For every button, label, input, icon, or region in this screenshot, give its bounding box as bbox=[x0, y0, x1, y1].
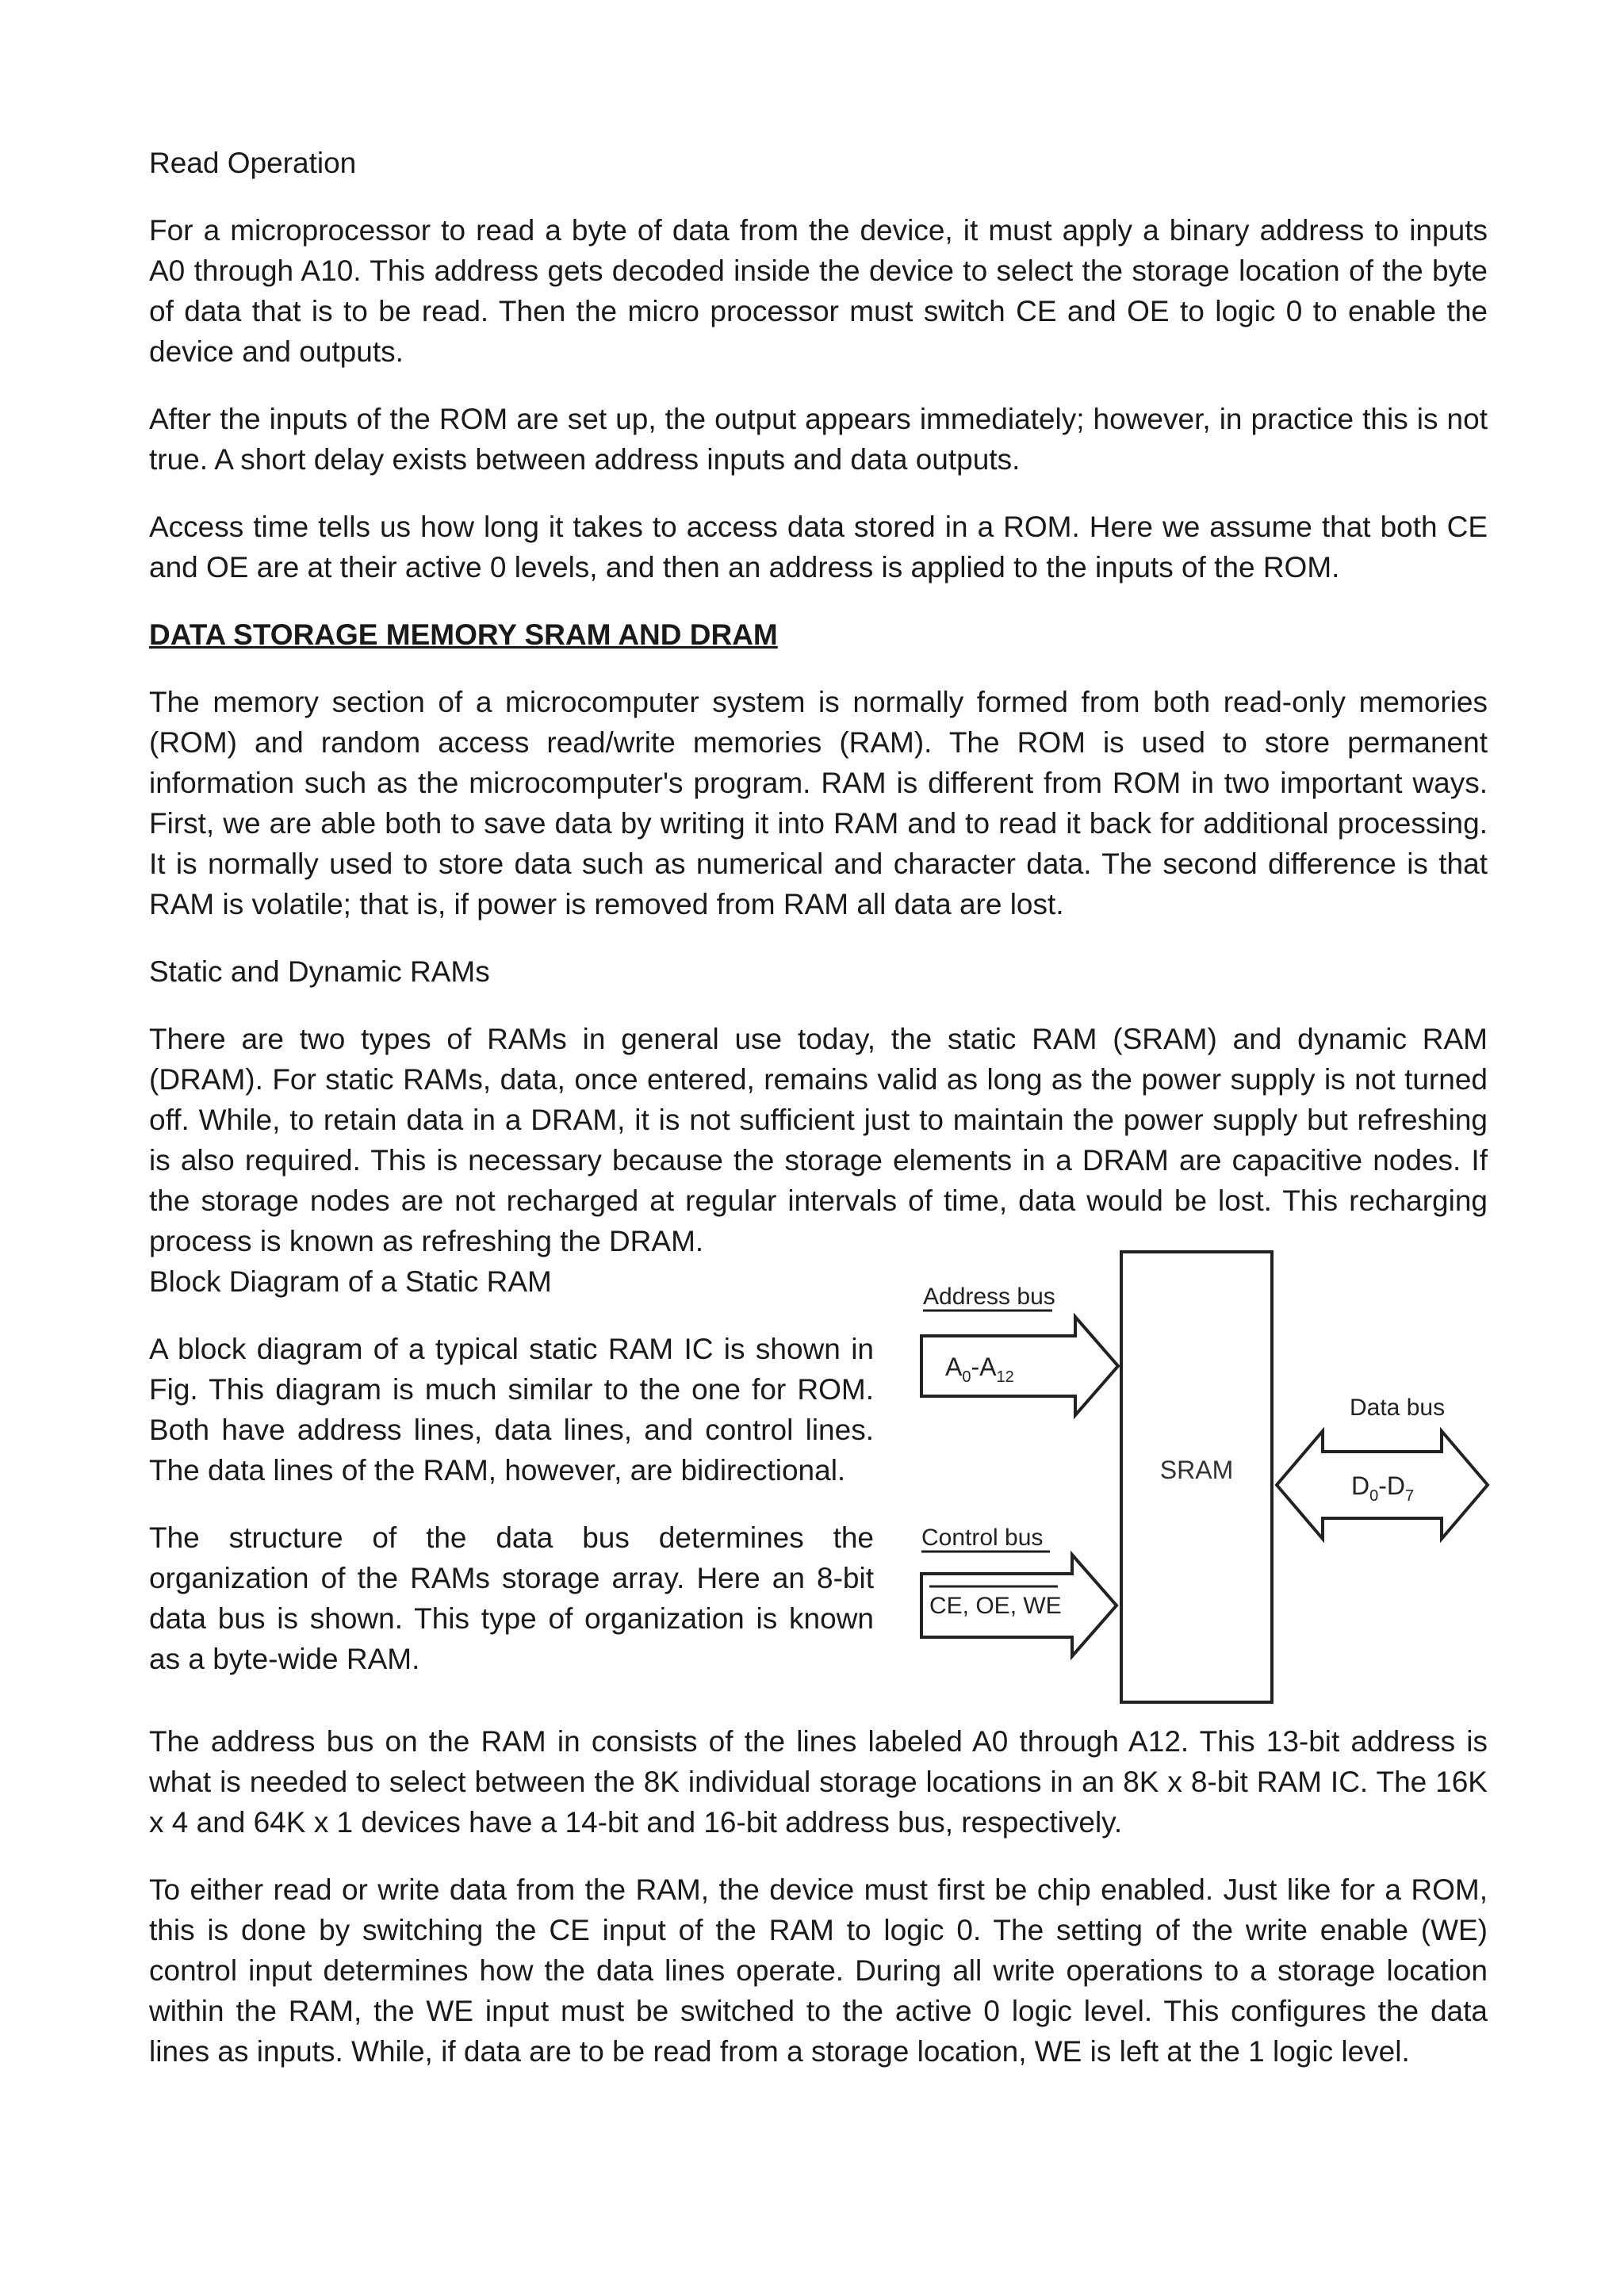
block-diagram-heading: Block Diagram of a Static RAM bbox=[149, 1265, 552, 1298]
control-bus-label: Control bus bbox=[921, 1525, 1044, 1551]
address-bus-label: Address bus bbox=[923, 1284, 1055, 1310]
address-range-label: $A_0-A_{12}$ bbox=[945, 1353, 1014, 1386]
static-dynamic-heading: Static and Dynamic RAMs bbox=[149, 955, 490, 988]
data-storage-paragraph-1: The memory section of a microcomputer system is normally formed from both read-only memories (ROM) and random access read/write memories (RAM). The ROM is used to store permanent information such as the microcomputer's program. RAM is different from ROM in two important ways. First, we are able both to save data by writing it into RAM and to read it back for additional processing. It is normally used to store data such as numerical and character data. The second difference is that RAM is volatile; that is, if power is removed from RAM all data are lost. bbox=[149, 686, 1488, 920]
data-storage-heading: DATA STORAGE MEMORY SRAM AND DRAM bbox=[149, 618, 778, 651]
data-bus-label: Data bus bbox=[1350, 1395, 1446, 1421]
diagram-section bbox=[149, 1261, 1488, 1721]
sram-chip-label: SRAM bbox=[1159, 1456, 1234, 1484]
block-diagram-paragraph-4: To either read or write data from the RAM, the device must first be chip enabled. Just like for a ROM, this is done by switching the CE input of the RAM to logic 0. The setting of the write enable (WE) control input determines how the data lines operate. During all write operations to a storage location within the RAM, the WE input must be switched to the active 0 logic level. This configures the data lines as inputs. While, if data are to be read from a storage location, WE is left at the 1 logic level. bbox=[149, 1873, 1488, 2068]
data-range-label: $D_0-D_7$ bbox=[1351, 1471, 1415, 1505]
block-diagram-paragraph-3: The address bus on the RAM in consists of the lines labeled A0 through A12. This 13-bit address is what is needed to select between the 8K individual storage locations in an 8K x 8-bit RAM IC. The 16K x 4 and 64K x 1 devices have a 14-bit and 16-bit address bus, respectively. bbox=[149, 1725, 1488, 1839]
read-operation-paragraph-3: Access time tells us how long it takes to access data stored in a ROM. Here we assume that both CE and OE are at their active 0 levels, and then an address is applied to the inputs of the ROM. bbox=[149, 511, 1488, 584]
block-diagram-paragraph-2: The structure of the data bus determines the organization of the RAMs storage array. Here an 8-bit data bus is shown. This type of organization is known as a byte-wide RAM. bbox=[149, 1521, 874, 1675]
static-dynamic-paragraph-1: There are two types of RAMs in general use today, the static RAM (SRAM) and dynamic RAM (DRAM). For static RAMs, data, once entered, remains valid as long as the power supply is not turned off. While, to retain data in a DRAM, it is not sufficient just to maintain the power supply but refreshing is also required. This is necessary because the storage elements in a DRAM are capacitive nodes. If the storage nodes are not recharged at regular intervals of time, data would be lost. This recharging process is known as refreshing the DRAM. bbox=[149, 1023, 1488, 1257]
read-operation-paragraph-1: For a microprocessor to read a byte of data from the device, it must apply a binary address to inputs A0 through A10. This address gets decoded inside the device to select the storage location of the byte of data that is to be read. Then the micro processor must switch CE and OE to logic 0 to enable the device and outputs. bbox=[149, 214, 1488, 368]
control-signals-label: CE, OE, WE bbox=[929, 1593, 1062, 1619]
read-operation-paragraph-2: After the inputs of the ROM are set up, the output appears immediately; however, in practice this is not true. A short delay exists between address inputs and data outputs. bbox=[149, 403, 1488, 476]
block-diagram-paragraph-1: A block diagram of a typical static RAM IC is shown in Fig. This diagram is much similar to the one for ROM. Both have address lines, data lines, and control lines. The data lines of the RAM, however, are bidirectional. bbox=[149, 1333, 874, 1487]
read-operation-heading: Read Operation bbox=[149, 147, 357, 179]
sram-block-diagram bbox=[906, 1247, 1494, 1715]
document-page bbox=[149, 143, 1488, 2099]
